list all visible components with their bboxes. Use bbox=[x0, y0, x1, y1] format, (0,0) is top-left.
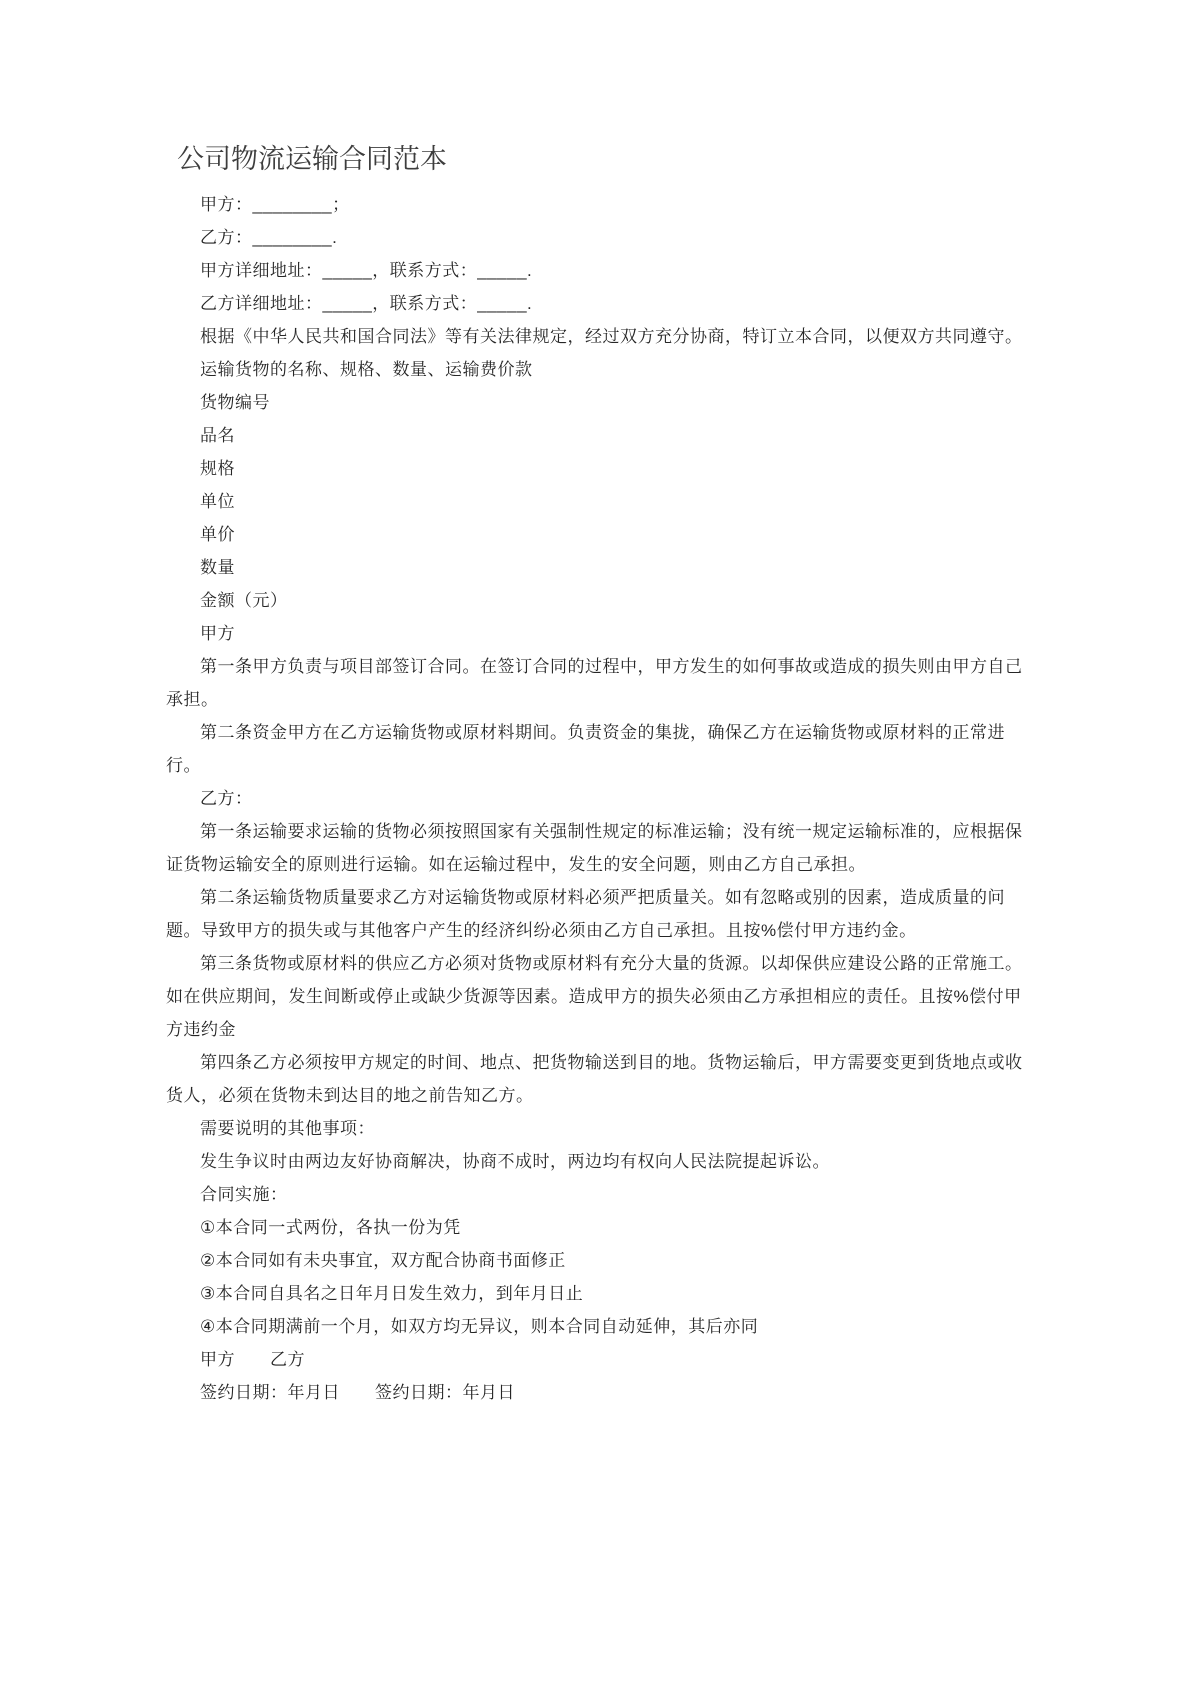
contract-paragraph: 数量 bbox=[200, 558, 235, 577]
contract-paragraph: 需要说明的其他事项： bbox=[200, 1119, 375, 1138]
contract-paragraph: 第一条运输要求运输的货物必须按照国家有关强制性规定的标准运输；没有统一规定运输标准的，应根据保证货物运输安全的原则进行运输。如在运输过程中，发生的安全问题，则由乙方自己承担。 bbox=[166, 822, 1023, 874]
contract-paragraph: 规格 bbox=[200, 459, 235, 478]
contract-paragraph: ①本合同一式两份，各执一份为凭 bbox=[200, 1218, 461, 1237]
contract-paragraph: 第一条甲方负责与项目部签订合同。在签订合同的过程中，甲方发生的如何事故或造成的损失则由甲方自己承担。 bbox=[166, 657, 1023, 709]
contract-paragraph: 发生争议时由两边友好协商解决，协商不成时，两边均有权向人民法院提起诉讼。 bbox=[200, 1152, 830, 1171]
contract-paragraph: 合同实施： bbox=[200, 1185, 288, 1204]
contract-paragraph: 金额（元） bbox=[200, 591, 288, 610]
contract-paragraph: ③本合同自具名之日年月日发生效力，到年月日止 bbox=[200, 1284, 584, 1303]
contract-paragraph: ④本合同期满前一个月，如双方均无异议，则本合同自动延伸，其后亦同 bbox=[200, 1317, 759, 1336]
contract-paragraph: ②本合同如有未央事宜，双方配合协商书面修正 bbox=[200, 1251, 566, 1270]
contract-paragraph: 甲方 bbox=[200, 624, 235, 643]
contract-paragraph: 单位 bbox=[200, 492, 235, 511]
contract-paragraph: 第二条运输货物质量要求乙方对运输货物或原材料必须严把质量关。如有忽略或别的因素，造成质量的问题。导致甲方的损失或与其他客户产生的经济纠纷必须由乙方自己承担。且按%偿付甲方违约金。 bbox=[166, 888, 1005, 940]
contract-paragraph: 根据《中华人民共和国合同法》等有关法律规定，经过双方充分协商，特订立本合同，以便双方共同遵守。 bbox=[200, 327, 1023, 346]
contract-paragraph: 单价 bbox=[200, 525, 235, 544]
contract-paragraph: 第二条资金甲方在乙方运输货物或原材料期间。负责资金的集拢，确保乙方在运输货物或原材料的正常进行。 bbox=[166, 723, 1005, 775]
contract-paragraph: 签约日期：年月日 签约日期：年月日 bbox=[200, 1383, 515, 1402]
contract-paragraph: 乙方详细地址：_____，联系方式：_____. bbox=[200, 294, 533, 313]
document-body bbox=[166, 188, 1026, 1409]
contract-paragraph: 乙方：________. bbox=[200, 228, 338, 247]
contract-paragraph: 乙方： bbox=[200, 789, 253, 808]
contract-paragraph: 第三条货物或原材料的供应乙方必须对货物或原材料有充分大量的货源。以却保供应建设公路的正常施工。如在供应期间，发生间断或停止或缺少货源等因素。造成甲方的损失必须由乙方承担相应的责任。且按%偿付甲方违约金 bbox=[166, 954, 1023, 1039]
contract-paragraph: 品名 bbox=[200, 426, 235, 445]
contract-paragraph: 第四条乙方必须按甲方规定的时间、地点、把货物输送到目的地。货物运输后，甲方需要变更到货地点或收货人，必须在货物未到达目的地之前告知乙方。 bbox=[166, 1053, 1023, 1105]
contract-paragraph: 甲方：________； bbox=[200, 195, 350, 214]
contract-paragraph: 甲方 乙方 bbox=[200, 1350, 305, 1369]
contract-paragraph: 货物编号 bbox=[200, 393, 270, 412]
document-title: 公司物流运输合同范本 bbox=[177, 144, 447, 175]
contract-paragraph: 运输货物的名称、规格、数量、运输费价款 bbox=[200, 360, 533, 379]
contract-paragraph: 甲方详细地址：_____，联系方式：_____. bbox=[200, 261, 533, 280]
